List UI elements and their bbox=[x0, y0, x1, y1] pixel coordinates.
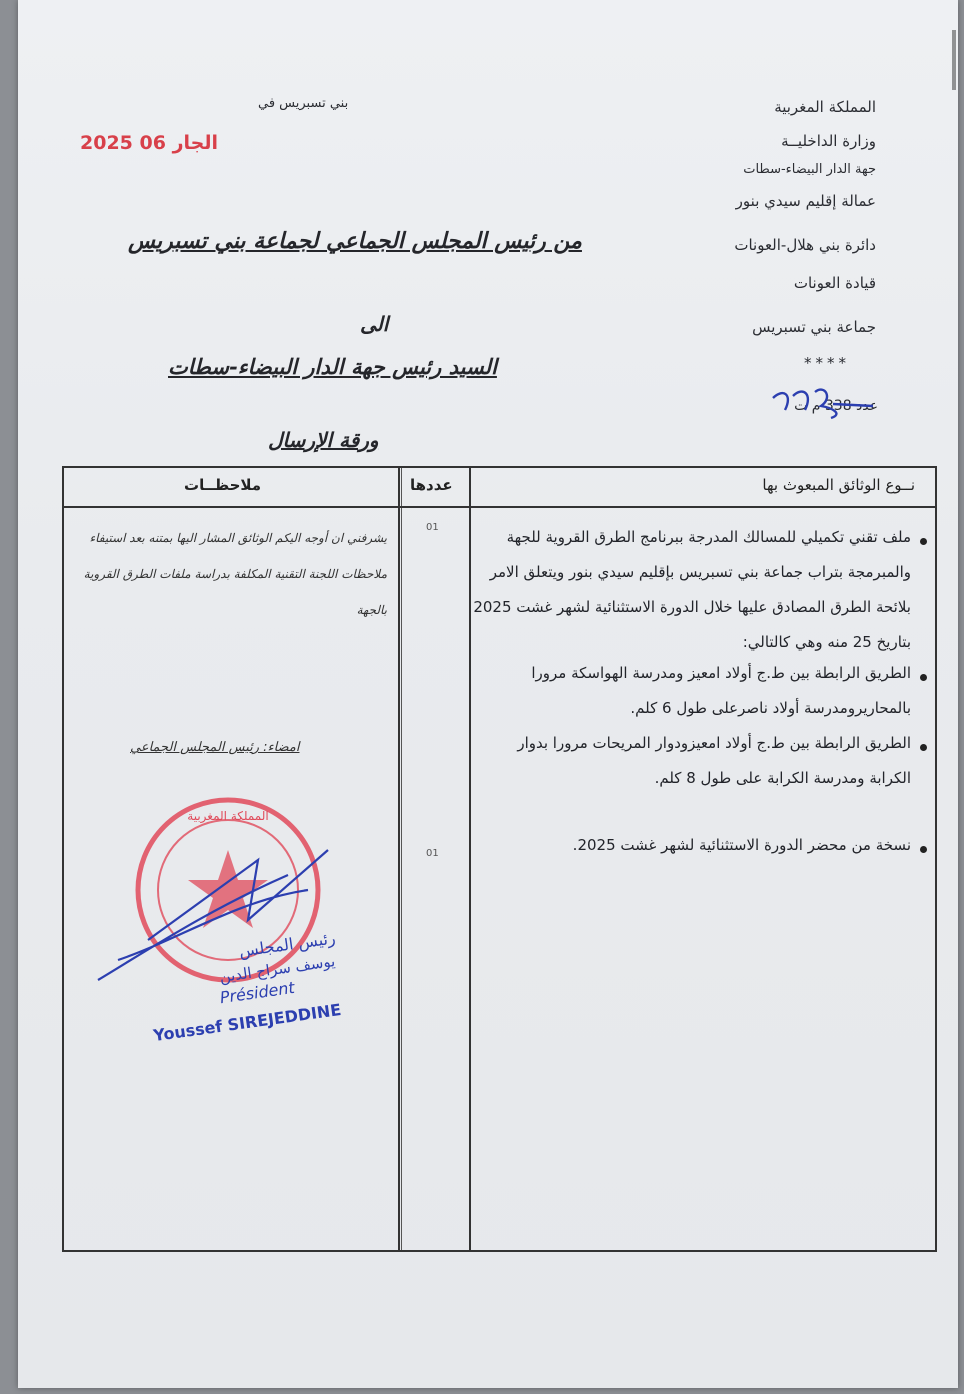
header-kingdom: المملكة المغربية bbox=[774, 98, 876, 116]
bullet-icon bbox=[920, 674, 927, 681]
from-line: من رئيس المجلس الجماعي لجماعة بني تسبريس bbox=[128, 228, 582, 254]
place-line: بني تسبريس في bbox=[258, 96, 349, 111]
document-title: ورقة الإرسال bbox=[268, 428, 379, 452]
seal-line-1: رئيس المجلس bbox=[237, 928, 337, 961]
count-item-2: 01 bbox=[426, 848, 439, 859]
seal-line-2: يوسف سراج الدين bbox=[218, 952, 337, 987]
header-rule bbox=[64, 506, 935, 508]
edge-mark bbox=[952, 30, 956, 90]
header-stars: **** bbox=[804, 354, 850, 372]
header-region: جهة الدار البيضاء-سطات bbox=[743, 162, 876, 177]
col-divider-notes bbox=[398, 468, 400, 1250]
to-word: الى bbox=[360, 312, 389, 336]
header-province: عمالة إقليم سيدي بنور bbox=[735, 192, 876, 210]
seal-ring-text: المملكة المغربية bbox=[187, 809, 269, 823]
header-caidat: قيادة العونات bbox=[793, 274, 876, 292]
header-count: عددها bbox=[410, 476, 453, 494]
reference-number: عدد 338 م ت bbox=[794, 398, 878, 414]
signature-label: امضاء: رئيس المجلس الجماعي bbox=[130, 740, 300, 755]
item-road-2: الطريق الرابطة بين ط.ج أولاد امعيزودوار المريحات مرورا بدوار الكرابة ومدرسة الكرابة على طول 8 كلم. bbox=[517, 734, 911, 787]
header-ministry: وزارة الداخليــة bbox=[781, 132, 876, 150]
handwritten-number bbox=[763, 384, 883, 420]
bullet-icon bbox=[920, 744, 927, 751]
document-page bbox=[18, 0, 958, 1388]
notes-text: يشرفني ان أوجه اليكم الوثائق المشار اليها بمتنه بعد استيفاء ملاحظات اللجنة التقنية المكلفة بدراسة ملفات الطرق القروية بالجهة bbox=[83, 531, 387, 617]
bullet-icon bbox=[920, 846, 927, 853]
header-commune: جماعة بني تسبريس bbox=[752, 318, 876, 336]
official-seal bbox=[88, 790, 388, 1080]
bullet-icon bbox=[920, 538, 927, 545]
header-doc-type: نــوع الوثائق المبعوث بها bbox=[762, 476, 915, 494]
col-divider-notes-inner bbox=[401, 468, 402, 1250]
count-item-1: 01 bbox=[426, 522, 439, 533]
header-district: دائرة بني هلال-العونات bbox=[734, 236, 876, 254]
to-line: السيد رئيس جهة الدار البيضاء-سطات bbox=[168, 354, 497, 379]
item-road-1: الطريق الرابطة بين ط.ج أولاد امعيز ومدرسة الهواسكة مرورا بالمحاريرومدرسة أولاد ناصرعلى طول 6 كلم. bbox=[531, 664, 911, 717]
date-stamp: 2025 الجار 06 bbox=[80, 132, 218, 154]
header-notes: ملاحظــات bbox=[184, 476, 262, 494]
item-technical-file: ملف تقني تكميلي للمسالك المدرجة ببرنامج الطرق القروية للجهة والمبرمجة بتراب جماعة بني تسبريس بإقليم سيدي بنور ويتعلق الامر بلائحة الطرق المصادق عليها خلال الدورة الاستثنائية لشهر غشت 2025 بتاريخ 25 منه وهي كالتالي: bbox=[473, 528, 911, 651]
seal-line-3: Président bbox=[218, 977, 296, 1008]
item-minutes-copy: نسخة من محضر الدورة الاستثنائية لشهر غشت 2025. bbox=[572, 836, 911, 854]
seal-line-4: Youssef SIREJEDDINE bbox=[152, 999, 343, 1046]
